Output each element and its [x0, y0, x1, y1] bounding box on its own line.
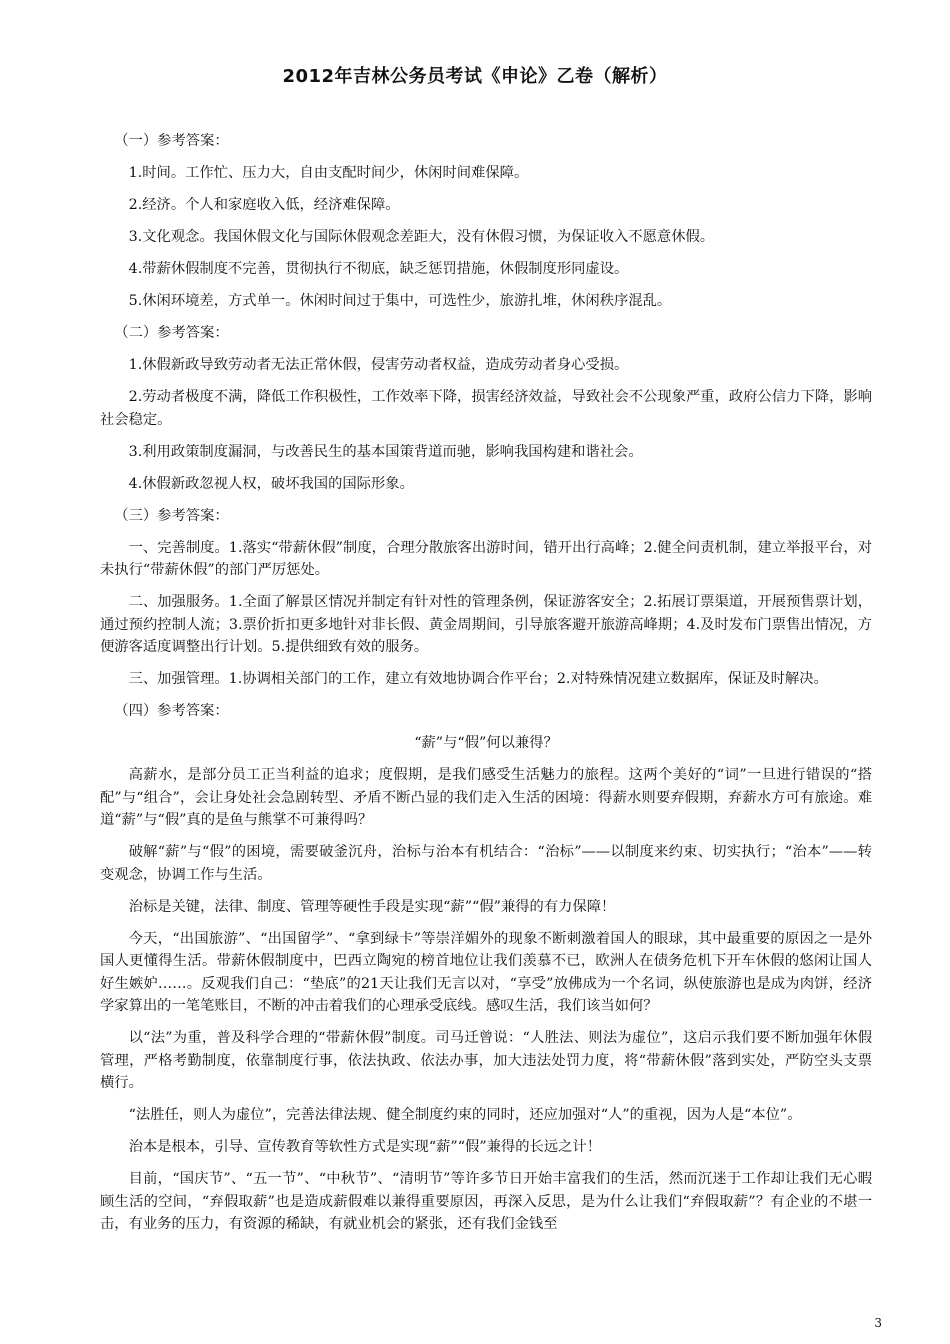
- essay-paragraph: 高薪水，是部分员工正当利益的追求；度假期，是我们感受生活魅力的旅程。这两个美好的“词”一旦进行错误的“搭配”与“组合”，会让身处社会急剧转型、矛盾不断凸显的我们走入生活的困境：得薪水则要弃假期，弃薪水方可有旅途。难道“薪”与“假”真的是鱼与熊掌不可兼得吗？: [100, 767, 872, 828]
- section-heading-3: （三）参考答案：: [114, 507, 229, 524]
- section-heading-4: （四）参考答案：: [114, 703, 229, 719]
- essay-paragraph: 破解“薪”与“假”的困境，需要破釜沉舟，治标与治本有机结合：“治标”——以制度来约束、切实执行；“治本”——转变观念，协调工作与生活。: [100, 844, 872, 883]
- answer-item: 4.带薪休假制度不完善，贯彻执行不彻底，缺乏惩罚措施，休假制度形同虚设。: [128, 261, 629, 277]
- answer-item: 3.利用政策制度漏洞，与改善民生的基本国策背道而驰，影响我国构建和谐社会。: [128, 443, 643, 460]
- document-title: 2012年吉林公务员考试《申论》乙卷（解析）: [282, 66, 668, 87]
- answer-item: 三、加强管理。1.协调相关部门的工作，建立有效地协调合作平台；2.对特殊情况建立数据库，保证及时解决。: [128, 671, 828, 687]
- essay-title: “薪”与“假”何以兼得？: [414, 735, 558, 751]
- page-number: 3: [874, 1316, 882, 1330]
- section-heading-1: （一）参考答案：: [114, 133, 229, 149]
- answer-item: 4.休假新政忽视人权，破坏我国的国际形象。: [128, 475, 414, 492]
- answer-item: 2.经济。个人和家庭收入低，经济难保障。: [128, 197, 400, 213]
- answer-item: 3.文化观念。我国休假文化与国际休假观念差距大，没有休假习惯，为保证收入不愿意休假。: [128, 229, 715, 245]
- essay-paragraph: “法胜任，则人为虚位”，完善法律法规、健全制度约束的同时，还应加强对“人”的重视，因为人是“本位”。: [128, 1107, 802, 1123]
- answer-item: 1.时间。工作忙、压力大，自由支配时间少，休闲时间难保障。: [128, 165, 529, 181]
- document-body: [100, 130, 872, 1245]
- answer-item: 一、完善制度。1.落实“带薪休假”制度，合理分散旅客出游时间，错开出行高峰；2.健全问责机制，建立举报平台，对未执行“带薪休假”的部门严厉惩处。: [100, 539, 872, 578]
- answer-item: 5.休闲环境差，方式单一。休闲时间过于集中，可选性少，旅游扎堆，休闲秩序混乱。: [128, 293, 672, 309]
- answer-item: 2.劳动者极度不满，降低工作积极性，工作效率下降，损害经济效益，导致社会不公现象严重，政府公信力下降，影响社会稳定。: [100, 389, 872, 428]
- essay-paragraph: 治标是关键，法律、制度、管理等硬性手段是实现“薪”“假”兼得的有力保障！: [128, 898, 616, 915]
- essay-paragraph: 目前，“国庆节”、“五一节”、“中秋节”、“清明节”等许多节日开始丰富我们的生活，然而沉迷于工作却让我们无心暇顾生活的空间，“弃假取薪”也是造成薪假难以兼得重要原因，再深入反思，是为什么让我们“弃假取薪”？有企业的不堪一击，有业务的压力，有资源的稀缺，有就业机会的紧张，还有我们金钱至: [100, 1171, 872, 1232]
- answer-item: 1.休假新政导致劳动者无法正常休假，侵害劳动者权益，造成劳动者身心受损。: [128, 357, 629, 373]
- answer-item: 二、加强服务。1.全面了解景区情况并制定有针对性的管理条例，保证游客安全；2.拓展订票渠道，开展预售票计划，通过预约控制人流；3.票价折扣更多地针对非长假、黄金周期间，引导旅客避开旅游高峰期；4.及时发布门票售出情况，方便游客适度调整出行计划。5.提供细致有效的服务。: [100, 594, 872, 655]
- essay-paragraph: 以“法”为重，普及科学合理的“带薪休假”制度。司马迁曾说：“人胜法、则法为虚位”，这启示我们要不断加强年休假管理，严格考勤制度，依靠制度行事，依法执政、依法办事，加大违法处罚力度，将“带薪休假”落到实处，严防空头支票横行。: [100, 1030, 872, 1091]
- essay-paragraph: 今天，“出国旅游”、“出国留学”、“拿到绿卡”等崇洋媚外的现象不断刺激着国人的眼球，其中最重要的原因之一是外国人更懂得生活。带薪休假制度中，巴西立陶宛的榜首地位让我们羡慕不已，欧洲人在债务危机下开车休假的悠闲让国人好生嫉妒……。反观我们自己：“垫底”的21天让我们无言以对，“享受”放佛成为一个名词，纵使旅游也是成为肉饼，经济学家算出的一笔笔账目，不断的冲击着我们的心理承受底线。感叹生活，我们该当如何？: [100, 930, 872, 1014]
- essay-paragraph: 治本是根本，引导、宣传教育等软性方式是实现“薪”“假”兼得的长远之计！: [128, 1139, 602, 1155]
- section-heading-2: （二）参考答案：: [114, 325, 229, 341]
